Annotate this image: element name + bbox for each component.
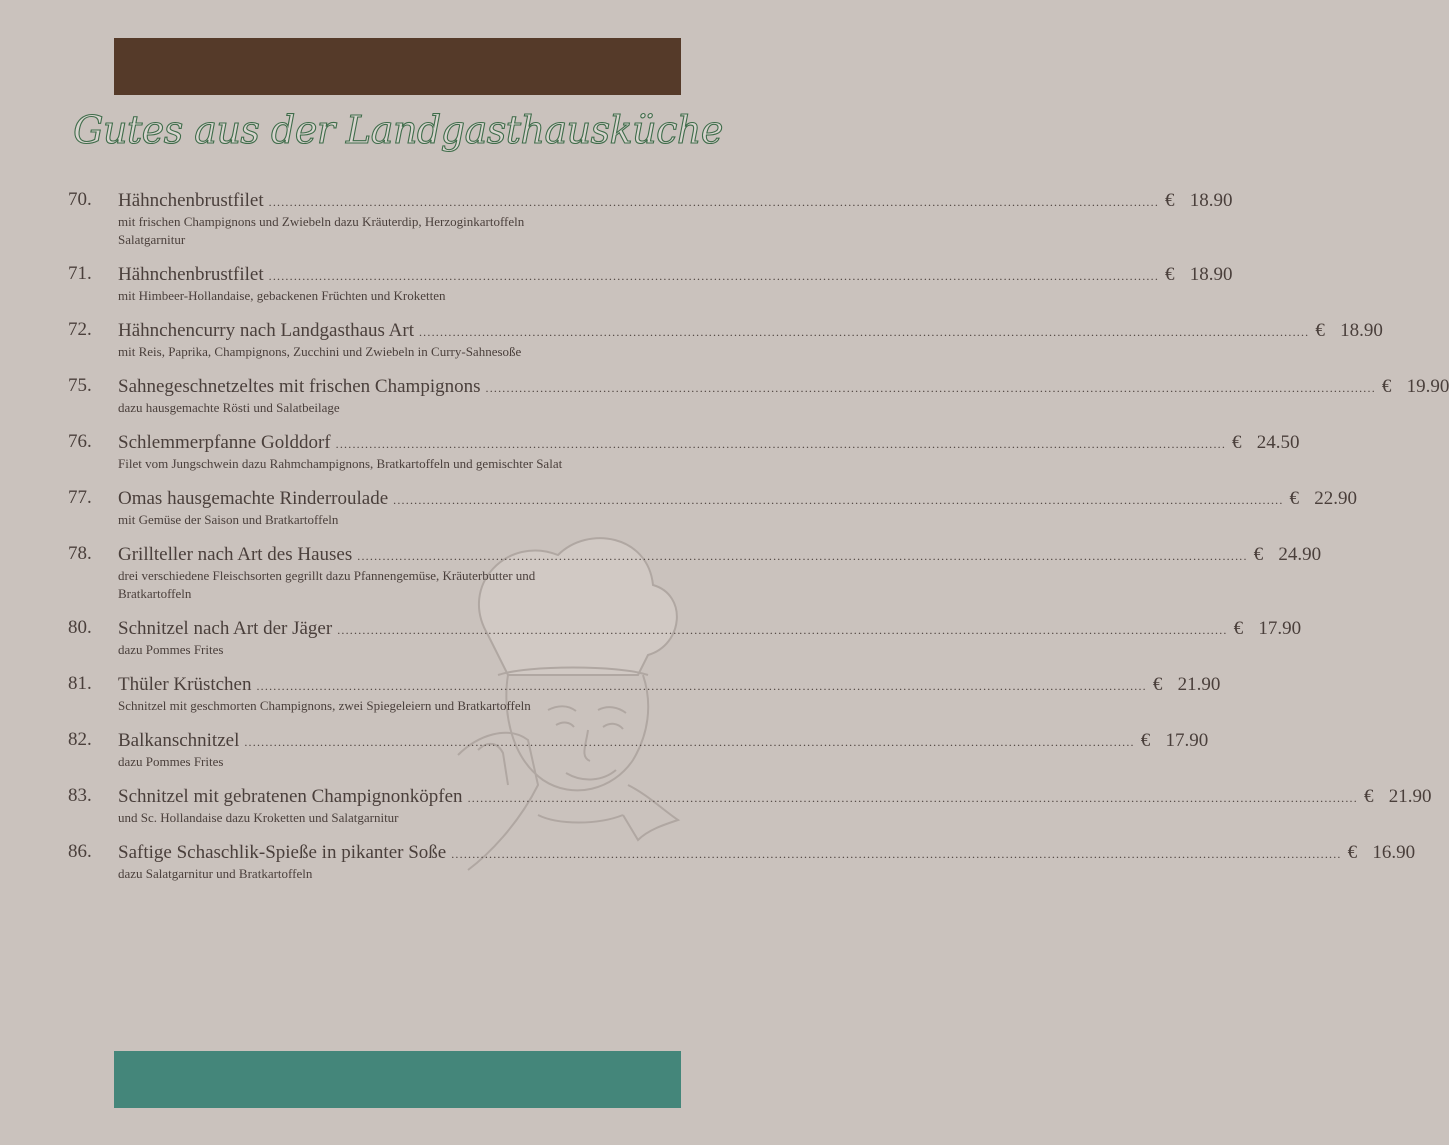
- item-name: Schnitzel nach Art der Jäger: [118, 618, 333, 639]
- menu-item: [68, 189, 1233, 249]
- item-line: [118, 543, 1322, 567]
- item-line: [118, 375, 1449, 399]
- item-name: Hähnchenbrustfilet: [118, 190, 264, 211]
- item-price: 17.90: [1165, 730, 1209, 751]
- menu-item: [68, 729, 1209, 771]
- item-description: mit frischen Champignons und Zwiebeln dazu Kräuterdip, Herzoginkartoffeln Salatgarnitur: [118, 214, 525, 247]
- dot-leader: ....................................................................................................................................................................................................................: [393, 493, 1284, 507]
- currency-symbol: €: [1347, 842, 1358, 863]
- item-description: dazu hausgemachte Rösti und Salatbeilage: [118, 400, 340, 415]
- item-name: Sahnegeschnetzeltes mit frischen Champignons: [118, 376, 481, 397]
- item-description: Filet vom Jungschwein dazu Rahmchampignons, Bratkartoffeln und gemischter Salat: [118, 456, 563, 471]
- item-number: 86.: [68, 841, 92, 862]
- item-name: Schlemmerpfanne Golddorf: [118, 432, 331, 453]
- item-name: Hähnchenbrustfilet: [118, 264, 264, 285]
- currency-symbol: €: [1140, 730, 1151, 751]
- currency-symbol: €: [1363, 786, 1374, 807]
- currency-symbol: €: [1165, 190, 1175, 211]
- dot-leader: ....................................................................................................................................................................................................................: [268, 195, 1160, 209]
- currency-symbol: €: [1232, 432, 1242, 453]
- item-line: [118, 263, 1233, 287]
- dot-leader: ....................................................................................................................................................................................................................: [256, 679, 1147, 693]
- item-description: mit Reis, Paprika, Champignons, Zucchini und Zwiebeln in Curry-Sahnesoße: [118, 344, 522, 359]
- item-number: 71.: [68, 263, 92, 284]
- item-description: drei verschiedene Fleischsorten gegrillt dazu Pfannengemüse, Kräuterbutter und Bratkartoffeln: [118, 568, 536, 601]
- menu-item: [68, 785, 1432, 827]
- item-description: dazu Pommes Frites: [118, 642, 224, 657]
- item-line: [118, 487, 1358, 511]
- menu-item: [68, 431, 1300, 473]
- item-line: [118, 319, 1383, 343]
- menu-item: [68, 487, 1358, 529]
- item-line: [118, 189, 1233, 213]
- dot-leader: ....................................................................................................................................................................................................................: [357, 549, 1248, 563]
- item-name: Thüler Krüstchen: [118, 674, 252, 695]
- menu-item: [68, 319, 1383, 361]
- item-price: 22.90: [1314, 488, 1358, 509]
- item-price: 21.90: [1177, 674, 1221, 695]
- item-price: 21.90: [1388, 786, 1432, 807]
- item-number: 72.: [68, 319, 92, 340]
- item-name: Grillteller nach Art des Hauses: [118, 544, 353, 565]
- item-name: Omas hausgemachte Rinderroulade: [118, 488, 389, 509]
- menu-item: [68, 543, 1322, 603]
- item-description: mit Gemüse der Saison und Bratkartoffeln: [118, 512, 339, 527]
- item-number: 82.: [68, 729, 92, 750]
- currency-symbol: €: [1289, 488, 1300, 509]
- item-price: 19.90: [1406, 376, 1449, 397]
- item-price: 18.90: [1189, 264, 1233, 285]
- dot-leader: ....................................................................................................................................................................................................................: [485, 381, 1376, 395]
- menu-item: [68, 375, 1449, 417]
- currency-symbol: €: [1315, 320, 1325, 341]
- item-description: mit Himbeer-Hollandaise, gebackenen Früchten und Kroketten: [118, 288, 446, 303]
- item-line: [118, 785, 1432, 809]
- dot-leader: ....................................................................................................................................................................................................................: [467, 791, 1358, 805]
- item-price: 16.90: [1372, 842, 1416, 863]
- page-title: Gutes aus der Landgasthausküche: [73, 108, 723, 152]
- menu-item: [68, 263, 1233, 305]
- item-price: 18.90: [1189, 190, 1233, 211]
- menu-item: [68, 617, 1302, 659]
- item-name: Saftige Schaschlik-Spieße in pikanter Soße: [118, 842, 447, 863]
- item-number: 81.: [68, 673, 92, 694]
- item-number: 77.: [68, 487, 92, 508]
- dot-leader: ....................................................................................................................................................................................................................: [337, 623, 1228, 637]
- item-number: 76.: [68, 431, 92, 452]
- item-price: 17.90: [1258, 618, 1302, 639]
- footer-bar: [114, 1051, 681, 1108]
- item-number: 83.: [68, 785, 92, 806]
- item-price: 24.90: [1278, 544, 1322, 565]
- menu-item: [68, 673, 1221, 715]
- item-price: 24.50: [1256, 432, 1300, 453]
- dot-leader: ....................................................................................................................................................................................................................: [268, 269, 1160, 283]
- item-price: 18.90: [1340, 320, 1383, 341]
- item-line: [118, 729, 1209, 753]
- dot-leader: ....................................................................................................................................................................................................................: [418, 325, 1310, 339]
- item-name: Balkanschnitzel: [118, 730, 240, 751]
- dot-leader: ....................................................................................................................................................................................................................: [335, 437, 1227, 451]
- item-line: [118, 431, 1300, 455]
- menu-item: [68, 841, 1416, 883]
- item-number: 78.: [68, 543, 92, 564]
- item-number: 75.: [68, 375, 92, 396]
- item-description: Schnitzel mit geschmorten Champignons, zwei Spiegeleiern und Bratkartoffeln: [118, 698, 531, 713]
- item-line: [118, 673, 1221, 697]
- item-name: Schnitzel mit gebratenen Champignonköpfen: [118, 786, 463, 807]
- item-line: [118, 841, 1416, 865]
- header-bar: [114, 38, 681, 95]
- item-line: [118, 617, 1302, 641]
- item-name: Hähnchencurry nach Landgasthaus Art: [118, 320, 414, 341]
- dot-leader: ....................................................................................................................................................................................................................: [244, 735, 1135, 749]
- dot-leader: ....................................................................................................................................................................................................................: [451, 847, 1342, 861]
- item-number: 70.: [68, 189, 92, 210]
- item-number: 80.: [68, 617, 92, 638]
- currency-symbol: €: [1253, 544, 1264, 565]
- currency-symbol: €: [1233, 618, 1244, 639]
- menu-list: [68, 189, 1449, 897]
- currency-symbol: €: [1381, 376, 1392, 397]
- item-description: dazu Pommes Frites: [118, 754, 224, 769]
- item-description: dazu Salatgarnitur und Bratkartoffeln: [118, 866, 313, 881]
- currency-symbol: €: [1152, 674, 1163, 695]
- currency-symbol: €: [1165, 264, 1175, 285]
- item-description: und Sc. Hollandaise dazu Kroketten und Salatgarnitur: [118, 810, 399, 825]
